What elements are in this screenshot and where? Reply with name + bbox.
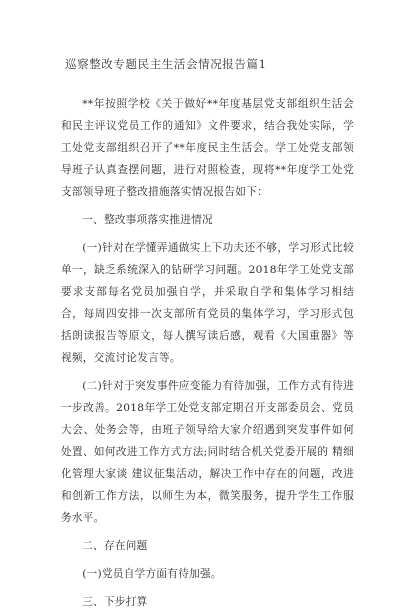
document-title: 巡察整改专题民主生活会情况报告篇1	[65, 57, 267, 71]
item-paragraph-study: (一)针对在学懂弄通做实上下功夫还不够，学习形式比较单一，缺乏系统深入的钻研学习问题。2018年学工处党支部要求支部每名党员加强自学，并采取自学和集体学习相结合，每周四安排一次支部所有党员的集体学习，学习形式包括朗读报告等原文，每人撰写读后感，观看《大国重器》等视频，交流讨论发言等。	[61, 242, 354, 364]
document-body	[61, 93, 354, 613]
section-heading-problems: 二、存在问题	[82, 540, 148, 552]
section-heading-next-steps: 三、下步打算	[82, 596, 148, 608]
section-heading-progress: 一、整改事项落实推进情况	[82, 214, 213, 226]
item-paragraph-self-study: (一)党员自学方面有待加强。	[82, 568, 222, 580]
item-paragraph-emergency: (二)针对于突发事件应变能力有待加强，工作方式有待进一步改善。2018年学工处党支部定期召开支部委员会、党员大会、处务会等，由班子领导给大家介绍遇到突发事件如何处置、如何改进工作方式方法;同时结合机关党委开展的 精细化管理大家谈 建议征集活动，解决工作中存在的问题，改进和创新工作方法，以师生为本，微笑服务，提升学生工作服务水平。	[61, 380, 354, 524]
intro-paragraph: **年按照学校《关于做好**年度基层党支部组织生活会和民主评议党员工作的通知》文件要求，结合我处实际，学工处党支部组织召开了**年度民主生活会。学工处党支部领导班子认真查摆问题，进行对照检查，现将**年度学工处党支部领导班子整改措施落实情况报告如下：	[61, 98, 354, 198]
